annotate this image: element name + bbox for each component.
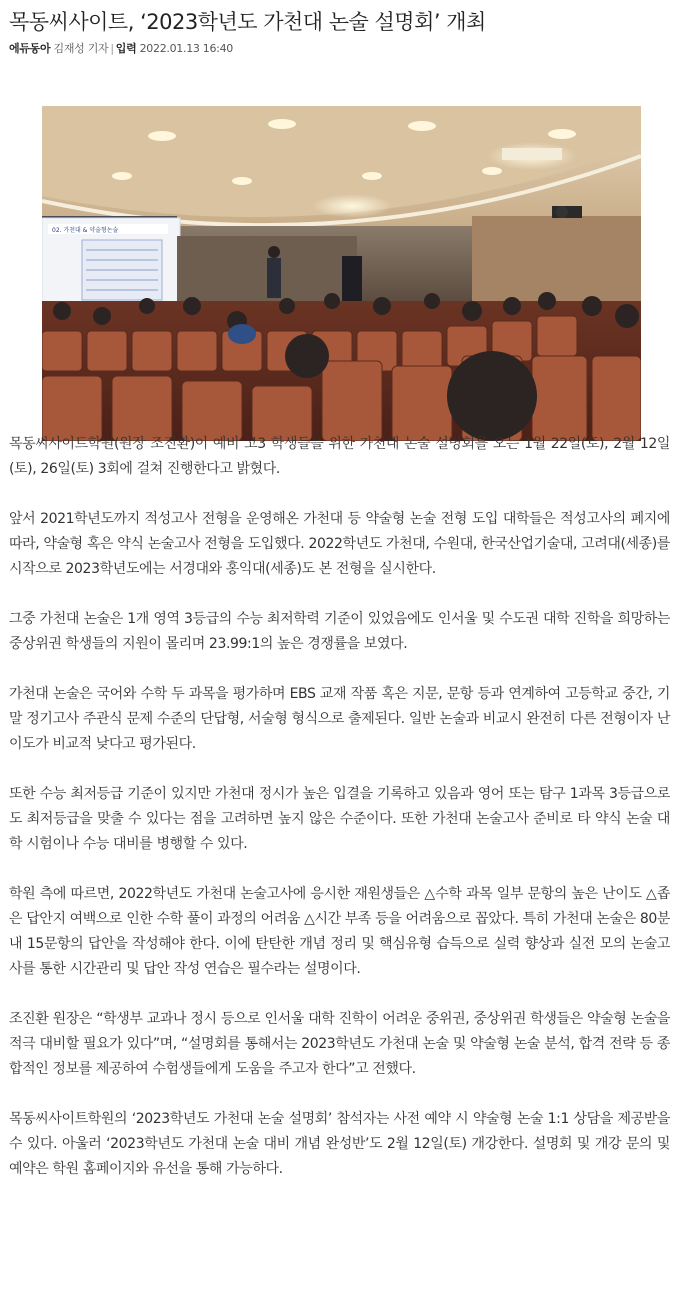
slide-heading: 02. 가천대 & 약술형논술 bbox=[52, 227, 119, 234]
publish-date: 2022.01.13 16:40 bbox=[139, 42, 233, 55]
article-paragraph: 그중 가천대 논술은 1개 영역 3등급의 수능 최저학력 기준이 있었음에도 인서울 및 수도권 대학 진학을 희망하는 중상위권 학생들의 지원이 몰리며 23.99:1의 높은 경쟁률을 보였다. bbox=[9, 611, 670, 652]
article-paragraph: 조진환 원장은 “학생부 교과나 정시 등으로 인서울 대학 진학이 어려운 중위권, 중상위권 학생들은 약술형 논술을 적극 대비할 필요가 있다”며, “설명회를 통해서는 2023학년도 가천대 논술 및 약술형 논술 분석, 합격 전략 등 종합적인 정보를 제공하여 수험생들에게 도움을 주고자 한다”고 전했다. bbox=[9, 1011, 670, 1077]
meta-separator: | bbox=[110, 42, 114, 55]
byline[interactable]: 김재성 기자 bbox=[53, 42, 109, 55]
article-headline: 목동씨사이트, ‘2023학년도 가천대 논술 설명회’ 개최 bbox=[9, 10, 486, 34]
date-label: 입력 bbox=[115, 42, 137, 55]
article-paragraph: 가천대 논술은 국어와 수학 두 과목을 평가하며 EBS 교재 작품 혹은 지문, 문항 등과 연계하여 고등학교 중간, 기말 정기고사 주관식 문제 수준의 단답형, 서술형 형식으로 출제된다. 일반 논술과 비교시 완전히 다른 전형이자 난이도가 비교적 낮다고 평가된다. bbox=[9, 686, 670, 752]
article-paragraph: 학원 측에 따르면, 2022학년도 가천대 논술고사에 응시한 재원생들은 △수학 과목 일부 문항의 높은 난이도 △좁은 답안지 여백으로 인한 수학 풀이 과정의 어려움 △시간 부족 등을 어려움으로 꼽았다. 특히 가천대 논술은 80분 내 15문항의 답안을 작성해야 한다. 이에 탄탄한 개념 정리 및 핵심유형 습득으로 실력 향상과 실전 모의 논술고사를 통한 시간관리 및 답안 작성 연습은 필수라는 설명이다. bbox=[9, 886, 670, 977]
article-paragraph: 목동씨사이트학원(원장 조진환)이 예비 고3 학생들을 위한 가천대 논술 설명회를 오는 1월 22일(토), 2월 12일(토), 26일(토) 3회에 걸쳐 진행한다고 밝혔다. bbox=[9, 436, 670, 477]
article-paragraph: 또한 수능 최저등급 기준이 있지만 가천대 정시가 높은 입결을 기록하고 있음과 영어 또는 탐구 1과목 3등급으로도 최저등급을 맞출 수 있다는 점을 고려하면 높지 않은 수준이다. 또한 가천대 논술고사 준비로 타 약식 논술 대학 시험이나 수능 대비를 병행할 수 있다. bbox=[9, 786, 670, 852]
article-paragraph: 앞서 2021학년도까지 적성고사 전형을 운영해온 가천대 등 약술형 논술 전형 도입 대학들은 적성고사의 폐지에 따라, 약술형 혹은 약식 논술고사 전형을 도입했다. 2022학년도 가천대, 수원대, 한국산업기술대, 고려대(세종)를 시작으로 2023학년도에는 서경대와 홍익대(세종)도 본 전형을 실시한다. bbox=[9, 511, 670, 577]
article-paragraph: 목동씨사이트학원의 ‘2023학년도 가천대 논술 설명회’ 참석자는 사전 예약 시 약술형 논술 1:1 상담을 제공받을 수 있다. 아울러 ‘2023학년도 가천대 논술 대비 개념 완성반’도 2월 12일(토) 개강한다. 설명회 및 개강 문의 및 예약은 학원 홈페이지와 유선을 통해 가능하다. bbox=[9, 1111, 670, 1177]
article-meta bbox=[9, 40, 233, 56]
lecture-hall-photo bbox=[42, 106, 641, 441]
source-name[interactable]: 에듀동아 bbox=[9, 42, 51, 55]
article-body bbox=[9, 432, 670, 1207]
